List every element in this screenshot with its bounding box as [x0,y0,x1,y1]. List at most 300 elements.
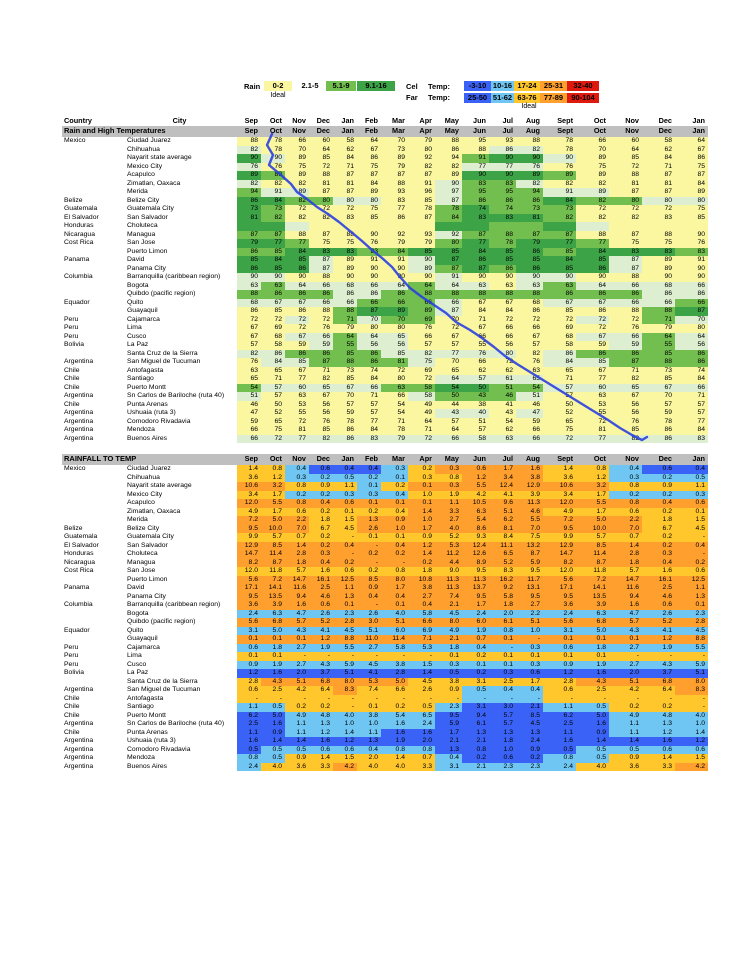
temp-cell[interactable]: 59 [642,409,675,418]
rain-cell[interactable]: 1.4 [261,737,285,746]
rain-cell[interactable]: 5.0 [261,516,285,525]
temp-cell[interactable]: 63 [261,282,285,291]
temp-cell[interactable]: 80 [675,197,708,206]
rain-cell[interactable]: 5.0 [261,627,285,636]
temp-cell[interactable]: 66 [285,137,309,146]
temp-cell[interactable]: 72 [609,205,642,214]
rain-cell[interactable]: 1.8 [435,644,462,653]
temp-cell[interactable]: 77 [285,375,309,384]
rain-cell[interactable]: 5.5 [576,499,609,508]
rain-cell[interactable]: 0.4 [309,559,333,568]
temp-cell[interactable]: 86 [357,154,381,163]
rain-cell[interactable]: 4.5 [333,627,357,636]
rain-cell[interactable]: 8.3 [675,686,708,695]
temp-cell[interactable]: 69 [408,367,435,376]
temp-cell[interactable]: 71 [462,316,489,325]
rain-cell[interactable]: 7.2 [543,516,576,525]
temp-cell[interactable]: 86 [237,307,261,316]
temp-cell[interactable]: 87 [237,231,261,240]
temp-cell[interactable]: 89 [285,154,309,163]
temp-cell[interactable]: 71 [408,426,435,435]
temp-cell[interactable]: 65 [609,384,642,393]
temp-cell[interactable]: 43 [435,409,462,418]
rain-cell[interactable]: 2.6 [642,610,675,619]
temp-cell[interactable]: 86 [516,307,543,316]
rain-cell[interactable]: 0.1 [381,474,408,483]
temp-cell[interactable]: 72 [489,358,516,367]
rain-cell[interactable]: 0.2 [309,703,333,712]
rain-cell[interactable]: 4.2 [609,686,642,695]
rain-cell[interactable]: 0.7 [462,635,489,644]
rain-cell[interactable]: 3.3 [309,763,333,772]
temp-cell[interactable]: 76 [462,350,489,359]
rain-cell[interactable]: 0.2 [642,703,675,712]
rain-cell[interactable]: 5.6 [237,576,261,585]
rain-cell[interactable]: 6.3 [261,610,285,619]
rain-cell[interactable]: 2.2 [609,516,642,525]
temp-cell[interactable]: 89 [675,188,708,197]
rain-cell[interactable]: - [309,695,333,704]
rain-cell[interactable]: 0.8 [609,482,642,491]
temp-cell[interactable]: 75 [357,163,381,172]
temp-cell[interactable]: 85 [357,214,381,223]
rain-cell[interactable]: 9.4 [462,712,489,721]
temp-cell[interactable]: 83 [333,214,357,223]
temp-cell[interactable]: 85 [333,375,357,384]
temp-cell[interactable]: 55 [642,341,675,350]
temp-cell[interactable]: 78 [642,418,675,427]
temp-cell[interactable]: 86 [675,290,708,299]
rain-cell[interactable]: 0.1 [333,508,357,517]
rain-cell[interactable]: 9.5 [237,593,261,602]
temp-cell[interactable]: 89 [237,171,261,180]
rain-cell[interactable]: 4.5 [357,661,381,670]
rain-cell[interactable]: 2.4 [516,737,543,746]
temp-cell[interactable]: 83 [642,214,675,223]
temp-cell[interactable]: 91 [261,188,285,197]
rain-cell[interactable]: 2.3 [333,610,357,619]
temp-cell[interactable]: 66 [489,333,516,342]
temp-cell[interactable]: 76 [237,358,261,367]
rain-cell[interactable]: 11.8 [261,567,285,576]
rain-cell[interactable]: 4.3 [285,627,309,636]
temp-cell[interactable]: 88 [309,273,333,282]
temp-cell[interactable]: 84 [462,248,489,257]
rain-cell[interactable]: 11.4 [576,550,609,559]
rain-cell[interactable]: 3.4 [543,491,576,500]
temp-cell[interactable]: 71 [381,418,408,427]
temp-cell[interactable]: 75 [285,163,309,172]
rain-cell[interactable]: - [576,695,609,704]
rain-cell[interactable]: 0.1 [576,652,609,661]
temp-cell[interactable]: 87 [435,197,462,206]
temp-cell[interactable]: 90 [642,273,675,282]
rain-cell[interactable]: 1.2 [675,737,708,746]
temp-cell[interactable]: 62 [462,367,489,376]
temp-cell[interactable]: 86 [285,350,309,359]
rain-cell[interactable]: 6.8 [309,678,333,687]
rain-cell[interactable]: 0.6 [333,567,357,576]
rain-cell[interactable]: 1.1 [285,720,309,729]
rain-cell[interactable]: 0.8 [489,627,516,636]
rain-cell[interactable]: 0.5 [576,754,609,763]
rain-cell[interactable]: 1.7 [435,729,462,738]
rain-cell[interactable]: - [435,695,462,704]
temp-cell[interactable]: 91 [381,256,408,265]
rain-cell[interactable]: 0.8 [408,746,435,755]
rain-cell[interactable]: 2.1 [435,601,462,610]
temp-cell[interactable]: 92 [381,231,408,240]
temp-cell[interactable]: 57 [408,341,435,350]
temp-cell[interactable]: 85 [435,248,462,257]
temp-cell[interactable]: 90 [237,273,261,282]
temp-cell[interactable]: 87 [435,307,462,316]
temp-cell[interactable]: 95 [462,188,489,197]
rain-cell[interactable]: - [261,695,285,704]
rain-cell[interactable]: 2.0 [408,737,435,746]
rain-cell[interactable]: 5.9 [333,661,357,670]
rain-cell[interactable]: 0.3 [285,474,309,483]
temp-cell[interactable]: 67 [435,333,462,342]
rain-cell[interactable]: 9.0 [435,567,462,576]
temp-cell[interactable]: 83 [609,248,642,257]
rain-cell[interactable]: 13.1 [516,584,543,593]
rain-cell[interactable]: 7.0 [516,525,543,534]
rain-cell[interactable]: 1.1 [675,482,708,491]
temp-cell[interactable]: 38 [462,401,489,410]
rain-cell[interactable]: 12.9 [543,542,576,551]
rain-cell[interactable]: 4.0 [381,610,408,619]
rain-cell[interactable]: 12.0 [237,499,261,508]
temp-cell[interactable] [309,222,333,231]
rain-cell[interactable]: 0.2 [462,754,489,763]
rain-cell[interactable]: 1.3 [435,746,462,755]
rain-cell[interactable]: 2.0 [357,754,381,763]
temp-cell[interactable]: 75 [675,205,708,214]
rain-cell[interactable]: 8.0 [675,678,708,687]
temp-cell[interactable]: 85 [543,248,576,257]
rain-cell[interactable]: 0.2 [285,703,309,712]
rain-cell[interactable]: 9.5 [543,593,576,602]
temp-cell[interactable]: 77 [543,239,576,248]
rain-cell[interactable]: 0.1 [357,499,381,508]
temp-cell[interactable]: 57 [357,409,381,418]
rain-cell[interactable]: 17.1 [237,584,261,593]
temp-cell[interactable]: 86 [642,290,675,299]
rain-cell[interactable]: 0.4 [333,542,357,551]
rain-cell[interactable]: 4.0 [435,525,462,534]
temp-cell[interactable]: 51 [462,418,489,427]
rain-cell[interactable]: 1.7 [381,584,408,593]
temp-cell[interactable]: 86 [333,435,357,444]
temp-cell[interactable]: 86 [333,426,357,435]
rain-cell[interactable]: 1.2 [576,474,609,483]
temp-cell[interactable]: 59 [576,341,609,350]
temp-cell[interactable]: 78 [381,426,408,435]
rain-cell[interactable]: 11.3 [462,576,489,585]
rain-cell[interactable]: 1.3 [675,593,708,602]
temp-cell[interactable]: 87 [609,265,642,274]
temp-cell[interactable]: 66 [516,435,543,444]
rain-cell[interactable]: 0.8 [462,746,489,755]
rain-cell[interactable]: - [609,652,642,661]
temp-cell[interactable]: 64 [609,146,642,155]
temp-cell[interactable]: 83 [381,197,408,206]
rain-cell[interactable]: - [543,695,576,704]
temp-cell[interactable]: 66 [642,299,675,308]
rain-cell[interactable]: 0.2 [333,559,357,568]
rain-cell[interactable]: 1.6 [381,729,408,738]
rain-cell[interactable]: 2.7 [609,661,642,670]
rain-cell[interactable]: 8.8 [675,635,708,644]
rain-cell[interactable]: 1.6 [543,737,576,746]
temp-cell[interactable]: 81 [309,180,333,189]
temp-cell[interactable]: 64 [357,137,381,146]
temp-cell[interactable]: 56 [309,401,333,410]
temp-cell[interactable]: 53 [576,401,609,410]
rain-cell[interactable]: 1.2 [408,542,435,551]
rain-cell[interactable]: 0.4 [408,601,435,610]
temp-cell[interactable]: 83 [462,180,489,189]
rain-cell[interactable]: 3.8 [408,584,435,593]
rain-cell[interactable]: - [516,695,543,704]
temp-cell[interactable]: 80 [642,197,675,206]
rain-cell[interactable]: - [333,533,357,542]
temp-cell[interactable]: 86 [489,197,516,206]
rain-cell[interactable]: 0.5 [576,703,609,712]
rain-cell[interactable]: 5.7 [609,567,642,576]
rain-cell[interactable]: 2.4 [543,610,576,619]
temp-cell[interactable] [516,222,543,231]
temp-cell[interactable]: 89 [576,171,609,180]
rain-cell[interactable]: 1.1 [333,482,357,491]
temp-cell[interactable]: 86 [435,146,462,155]
rain-cell[interactable]: 6.3 [576,610,609,619]
rain-cell[interactable]: 1.4 [642,754,675,763]
temp-cell[interactable]: 90 [357,231,381,240]
rain-cell[interactable]: 0.3 [435,465,462,474]
temp-cell[interactable]: 80 [489,350,516,359]
temp-cell[interactable]: 77 [462,163,489,172]
rain-cell[interactable]: 10.6 [237,482,261,491]
temp-cell[interactable]: 82 [408,350,435,359]
rain-cell[interactable]: 0.2 [381,482,408,491]
temp-cell[interactable]: 76 [408,324,435,333]
rain-cell[interactable]: 8.0 [333,678,357,687]
temp-cell[interactable]: 66 [609,282,642,291]
temp-cell[interactable]: 77 [285,435,309,444]
rain-cell[interactable]: 12.0 [237,567,261,576]
temp-cell[interactable]: 93 [408,231,435,240]
rain-cell[interactable]: 0.4 [357,746,381,755]
rain-cell[interactable]: 2.6 [309,610,333,619]
rain-cell[interactable]: 6.5 [408,712,435,721]
rain-cell[interactable]: 0.9 [516,746,543,755]
temp-cell[interactable]: 82 [576,197,609,206]
rain-cell[interactable]: 3.8 [381,661,408,670]
rain-cell[interactable]: 0.3 [435,661,462,670]
rain-cell[interactable]: 2.1 [462,763,489,772]
temp-cell[interactable]: 79 [381,435,408,444]
rain-cell[interactable]: 0.8 [543,754,576,763]
rain-cell[interactable]: 1.8 [285,559,309,568]
rain-cell[interactable]: 0.1 [675,508,708,517]
rain-cell[interactable]: 0.2 [462,652,489,661]
rain-cell[interactable]: 4.6 [309,593,333,602]
rain-cell[interactable]: 8.8 [333,635,357,644]
temp-cell[interactable]: 89 [642,256,675,265]
temp-cell[interactable]: 82 [516,146,543,155]
temp-cell[interactable]: 67 [357,146,381,155]
temp-cell[interactable]: 64 [408,418,435,427]
temp-cell[interactable]: 66 [237,435,261,444]
temp-cell[interactable]: 78 [333,418,357,427]
temp-cell[interactable]: 58 [543,341,576,350]
temp-cell[interactable]: 54 [381,401,408,410]
temp-cell[interactable]: 86 [261,350,285,359]
rain-cell[interactable]: 0.9 [576,729,609,738]
rain-cell[interactable]: 13.5 [261,593,285,602]
temp-cell[interactable]: 90 [543,154,576,163]
rain-cell[interactable]: 3.9 [516,491,543,500]
temp-cell[interactable]: 72 [543,435,576,444]
temp-cell[interactable]: 71 [609,367,642,376]
temp-cell[interactable]: 56 [609,401,642,410]
temp-cell[interactable]: 83 [675,248,708,257]
temp-cell[interactable]: 90 [576,273,609,282]
temp-cell[interactable]: 95 [489,188,516,197]
rain-cell[interactable]: 0.3 [357,491,381,500]
rain-cell[interactable]: 0.6 [642,601,675,610]
rain-cell[interactable]: 0.3 [489,669,516,678]
temp-cell[interactable]: 82 [309,375,333,384]
temp-cell[interactable]: 84 [285,248,309,257]
rain-cell[interactable]: 13.5 [576,593,609,602]
temp-cell[interactable]: 67 [576,367,609,376]
rain-cell[interactable]: 1.0 [516,627,543,636]
rain-cell[interactable]: 3.9 [576,601,609,610]
rain-cell[interactable]: - [408,652,435,661]
temp-cell[interactable]: 64 [435,375,462,384]
temp-cell[interactable]: 86 [237,248,261,257]
temp-cell[interactable]: 86 [543,290,576,299]
temp-cell[interactable]: 71 [642,316,675,325]
rain-cell[interactable]: 6.6 [408,618,435,627]
rain-cell[interactable]: 2.6 [357,610,381,619]
rain-cell[interactable]: 2.5 [489,678,516,687]
temp-cell[interactable]: 77 [576,435,609,444]
temp-cell[interactable]: 92 [408,154,435,163]
temp-cell[interactable] [333,222,357,231]
rain-cell[interactable]: 5.8 [381,644,408,653]
rain-cell[interactable]: 9.5 [543,525,576,534]
temp-cell[interactable]: 71 [261,375,285,384]
temp-cell[interactable]: 56 [675,341,708,350]
temp-cell[interactable]: 88 [609,171,642,180]
rain-cell[interactable]: 5.6 [543,576,576,585]
temp-cell[interactable]: 80 [675,324,708,333]
temp-cell[interactable]: 71 [333,316,357,325]
rain-cell[interactable]: 1.8 [609,559,642,568]
rain-cell[interactable]: 4.5 [333,525,357,534]
rain-cell[interactable]: 3.1 [462,703,489,712]
rain-cell[interactable]: 1.6 [609,601,642,610]
temp-cell[interactable]: 82 [261,180,285,189]
rain-cell[interactable]: 0.5 [435,669,462,678]
temp-cell[interactable]: 50 [435,392,462,401]
temp-cell[interactable]: 75 [675,163,708,172]
temp-cell[interactable]: 87 [642,171,675,180]
temp-cell[interactable]: 82 [543,214,576,223]
rain-cell[interactable]: 1.2 [309,729,333,738]
rain-cell[interactable]: 0.2 [408,559,435,568]
temp-cell[interactable]: 66 [357,384,381,393]
temp-cell[interactable]: 43 [489,409,516,418]
temp-cell[interactable]: 78 [543,146,576,155]
rain-cell[interactable]: 5.9 [435,720,462,729]
rain-cell[interactable]: 8.3 [489,567,516,576]
temp-cell[interactable]: 72 [309,316,333,325]
rain-cell[interactable]: 8.7 [576,559,609,568]
rain-cell[interactable]: 1.4 [333,729,357,738]
temp-cell[interactable]: 67 [576,333,609,342]
rain-cell[interactable]: 6.2 [489,516,516,525]
rain-cell[interactable]: 10.6 [543,482,576,491]
rain-cell[interactable]: 0.2 [642,508,675,517]
temp-cell[interactable]: 91 [675,256,708,265]
rain-cell[interactable]: 0.1 [675,601,708,610]
rain-cell[interactable]: 0.5 [543,746,576,755]
temp-cell[interactable]: 67 [675,146,708,155]
rain-cell[interactable]: 4.1 [642,627,675,636]
temp-cell[interactable]: 70 [675,316,708,325]
temp-cell[interactable]: 81 [609,180,642,189]
rain-cell[interactable]: 5.7 [261,533,285,542]
temp-cell[interactable]: 78 [489,239,516,248]
temp-cell[interactable]: 75 [609,239,642,248]
temp-cell[interactable]: 72 [333,205,357,214]
rain-cell[interactable]: 0.8 [609,499,642,508]
rain-cell[interactable]: 4.9 [237,508,261,517]
rain-cell[interactable]: 1.9 [642,644,675,653]
rain-cell[interactable]: 1.4 [285,542,309,551]
rain-cell[interactable]: 3.6 [543,474,576,483]
rain-cell[interactable]: 5.2 [309,618,333,627]
temp-cell[interactable]: 86 [489,146,516,155]
rain-cell[interactable]: 14.7 [609,576,642,585]
rain-cell[interactable]: - [285,695,309,704]
temp-cell[interactable]: 82 [237,146,261,155]
rain-cell[interactable]: 7.2 [261,576,285,585]
temp-cell[interactable]: 90 [408,273,435,282]
temp-cell[interactable]: 89 [516,171,543,180]
temp-cell[interactable]: 87 [333,171,357,180]
temp-cell[interactable]: 84 [462,307,489,316]
temp-cell[interactable]: 72 [309,205,333,214]
temp-cell[interactable]: 66 [381,392,408,401]
rain-cell[interactable]: 9.6 [489,499,516,508]
temp-cell[interactable]: 81 [381,358,408,367]
temp-cell[interactable]: 86 [609,290,642,299]
temp-cell[interactable]: 75 [357,205,381,214]
rain-cell[interactable]: 0.4 [381,593,408,602]
temp-cell[interactable]: 86 [285,307,309,316]
temp-cell[interactable]: 87 [357,171,381,180]
rain-cell[interactable]: 1.1 [237,703,261,712]
temp-cell[interactable]: 46 [489,392,516,401]
rain-cell[interactable]: 0.4 [609,465,642,474]
temp-cell[interactable]: 80 [309,197,333,206]
